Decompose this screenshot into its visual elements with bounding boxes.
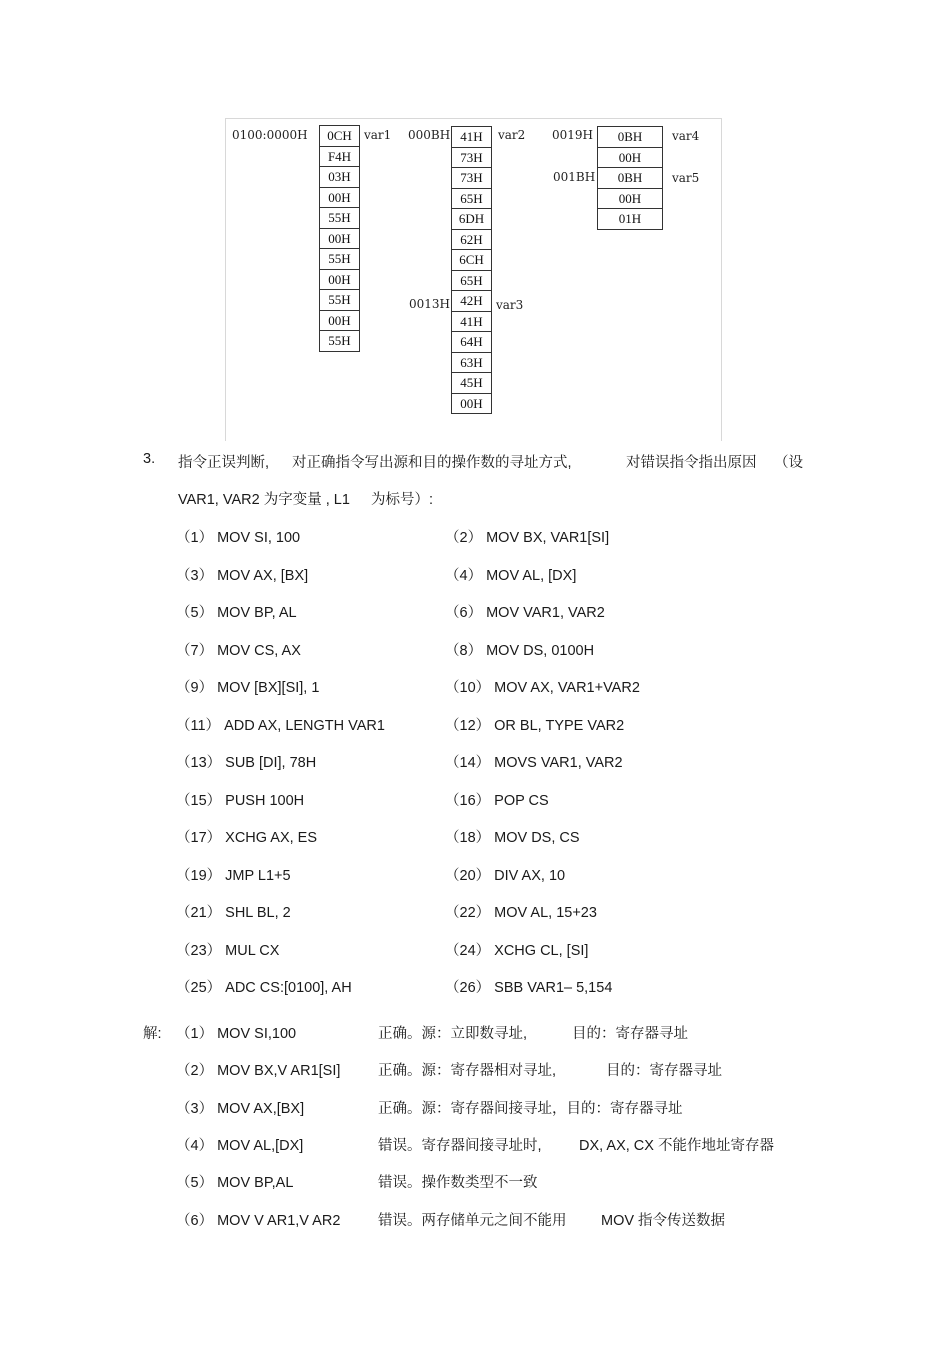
question-text-line2a: VAR1, VAR2 为字变量 , L1 (178, 492, 350, 508)
instruction-item: （17） XCHG AX, ES (176, 830, 318, 846)
instruction-item: （23） MUL CX (176, 942, 280, 959)
memory-cell: 55H (320, 249, 359, 270)
var1-memory-column (319, 125, 360, 352)
instruction-item: （14） MOVS VAR1, VAR2 (445, 755, 623, 771)
question-text-d: （设 (774, 455, 803, 471)
question-text-a: 指令正误判断, (178, 455, 270, 471)
memory-cell: 03H (320, 167, 359, 188)
memory-cell: 62H (452, 230, 491, 251)
instruction-item: （18） MOV DS, CS (445, 830, 580, 846)
memory-cell: 41H (452, 312, 491, 333)
instruction-item: （20） DIV AX, 10 (445, 867, 566, 884)
instruction-item: （26） SBB VAR1– 5,154 (445, 980, 613, 996)
instruction-item: （10） MOV AX, VAR1+VAR2 (445, 680, 640, 696)
instruction-item: （15） PUSH 100H (176, 792, 305, 809)
question-number: 3. (143, 451, 156, 467)
answer-verdict: 错误。寄存器间接寻址时, (378, 1137, 542, 1154)
memory-cell: 00H (320, 311, 359, 332)
question-text-c: 对错误指令指出原因 (626, 455, 757, 471)
memory-cell: 6CH (452, 250, 491, 271)
memory-cell: 00H (320, 229, 359, 250)
var2-label: var2 (498, 128, 526, 142)
instruction-item: （4） MOV AL, [DX] (445, 567, 577, 584)
memory-cell: 00H (320, 270, 359, 291)
var3-label: var3 (496, 298, 524, 312)
answer-detail: DX, AX, CX 不能作地址寄存器 (579, 1137, 774, 1154)
instruction-item: （12） OR BL, TYPE VAR2 (445, 717, 625, 734)
answer-verdict: 正确。源：寄存器间接寻址，目的：寄存器寻址 (378, 1100, 683, 1117)
memory-cell: 00H (460, 395, 483, 411)
instruction-item: （6） MOV VAR1, VAR2 (445, 605, 605, 621)
var1-address: 0100:0000H (232, 128, 308, 142)
memory-cell: 01H (618, 211, 642, 226)
instruction-item: （3） MOV AX, [BX] (176, 567, 309, 584)
memory-cell: 65H (452, 189, 491, 210)
answer-prefix: 解: (143, 1026, 162, 1042)
memory-cell: 65H (452, 271, 491, 292)
var1-label: var1 (364, 128, 392, 142)
memory-cell: 0BH (598, 127, 662, 148)
memory-cell: 45H (452, 373, 491, 394)
instruction-item: （1） MOV SI, 100 (176, 530, 301, 546)
var5-label: var5 (672, 171, 700, 185)
instruction-item: （7） MOV CS, AX (176, 642, 301, 659)
answer-instruction: （4） MOV AL,[DX] (176, 1137, 304, 1154)
answer-detail: 目的：寄存器寻址 (606, 1063, 722, 1080)
memory-cell: 55H (328, 333, 351, 348)
instruction-item: （8） MOV DS, 0100H (445, 642, 595, 659)
instruction-item: （22） MOV AL, 15+23 (445, 905, 597, 921)
answer-verdict: 正确。源：寄存器相对寻址, (378, 1063, 557, 1080)
var3-address: 0013H (409, 297, 451, 311)
memory-cell: 42H (452, 291, 491, 312)
answer-instruction: （2） MOV BX,V AR1[SI] (176, 1063, 341, 1080)
instruction-item: （16） POP CS (445, 792, 549, 809)
memory-cell: 73H (452, 168, 491, 189)
var2-memory-column (451, 126, 492, 414)
var2-address: 000BH (408, 128, 451, 142)
memory-cell: 73H (452, 148, 491, 169)
memory-cell: 6DH (452, 209, 491, 230)
memory-cell: 00H (320, 188, 359, 209)
memory-cell: 0BH (598, 168, 662, 189)
answer-instruction: （1） MOV SI,100 (176, 1026, 297, 1042)
answer-instruction: （5） MOV BP,AL (176, 1175, 294, 1192)
var4-address: 0019H (552, 128, 594, 142)
instruction-item: （2） MOV BX, VAR1[SI] (445, 530, 610, 546)
var4-memory-column (597, 126, 663, 230)
memory-cell: 63H (452, 353, 491, 374)
question-text-line2b: 为标号）: (371, 492, 434, 508)
memory-cell: 0CH (320, 126, 359, 147)
answer-verdict: 正确。源：立即数寻址, (378, 1026, 528, 1042)
instruction-item: （13） SUB [DI], 78H (176, 755, 317, 771)
instruction-item: （21） SHL BL, 2 (176, 905, 291, 921)
var4-label: var4 (672, 129, 700, 143)
answer-detail: 目的：寄存器寻址 (572, 1026, 688, 1042)
answer-detail: MOV 指令传送数据 (601, 1212, 726, 1229)
memory-layout-figure (225, 118, 722, 441)
memory-cell: 64H (452, 332, 491, 353)
instruction-item: （24） XCHG CL, [SI] (445, 942, 589, 959)
answer-verdict: 错误。两存储单元之间不能用 (378, 1212, 567, 1229)
answer-instruction: （3） MOV AX,[BX] (176, 1100, 305, 1117)
instruction-item: （19） JMP L1+5 (176, 867, 291, 884)
memory-cell: 00H (598, 148, 662, 169)
instruction-item: （5） MOV BP, AL (176, 605, 297, 621)
memory-cell: 55H (320, 290, 359, 311)
answer-instruction: （6） MOV V AR1,V AR2 (176, 1212, 341, 1229)
memory-cell: 41H (452, 127, 491, 148)
memory-cell: F4H (320, 147, 359, 168)
var5-address: 001BH (553, 170, 596, 184)
memory-cell: 55H (320, 208, 359, 229)
memory-cell: 00H (598, 189, 662, 210)
instruction-item: （11） ADD AX, LENGTH VAR1 (176, 717, 385, 734)
answer-verdict: 错误。操作数类型不一致 (378, 1175, 538, 1192)
instruction-item: （9） MOV [BX][SI], 1 (176, 680, 320, 696)
question-text-b: 对正确指令写出源和目的操作数的寻址方式, (292, 455, 572, 471)
instruction-item: （25） ADC CS:[0100], AH (176, 980, 352, 996)
